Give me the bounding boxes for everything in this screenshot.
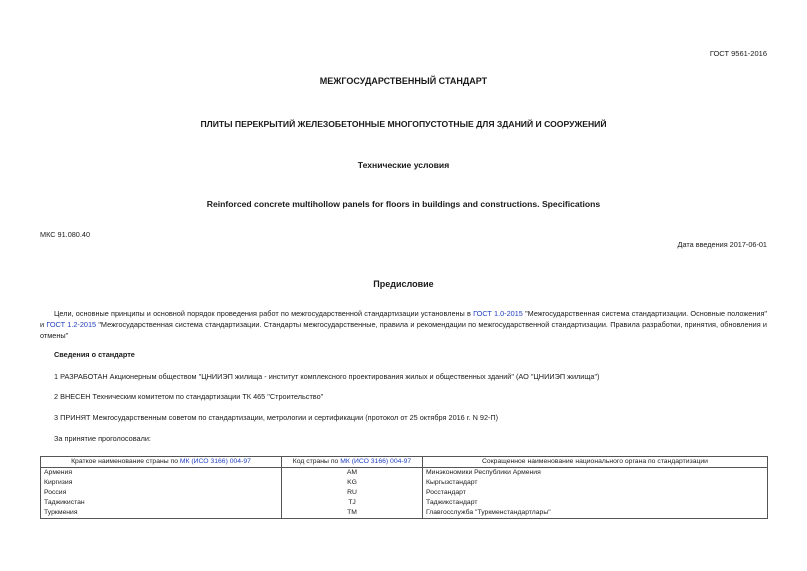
- cell-body: Таджикстандарт: [423, 498, 768, 508]
- cell-country: Киргизия: [41, 478, 282, 488]
- standard-type-heading: МЕЖГОСУДАРСТВЕННЫЙ СТАНДАРТ: [319, 76, 488, 86]
- table-header-row: [41, 457, 768, 468]
- preface-heading: Предисловие: [373, 279, 434, 289]
- document-number: ГОСТ 9561-2016: [709, 49, 767, 58]
- voting-countries-table: [40, 456, 768, 519]
- info-item-submitted: 2 ВНЕСЕН Техническим комитетом по стандартизации ТК 465 "Строительство": [54, 392, 324, 401]
- cell-country: Таджикистан: [41, 498, 282, 508]
- table-row: [41, 498, 768, 508]
- table-row: [41, 478, 768, 488]
- mks-code: МКС 91.080.40: [40, 230, 91, 239]
- cell-code: TM: [282, 508, 423, 519]
- cell-body: Главгосслужба "Туркменстандартлары": [423, 508, 768, 519]
- introduction-date: Дата введения 2017-06-01: [677, 240, 767, 249]
- cell-code: TJ: [282, 498, 423, 508]
- preface-text-part: "Межгосударственная система стандартизации. Основные положения" и: [40, 309, 767, 329]
- table-row: [41, 468, 768, 479]
- info-item-adopted: 3 ПРИНЯТ Межгосударственным советом по стандартизации, метрологии и сертификации (протокол от 25 октября 2016 г. N 92-П): [54, 413, 499, 422]
- column-header-country: [41, 457, 282, 468]
- cell-country: Армения: [41, 468, 282, 479]
- preface-text-part: "Межгосударственная система стандартизации. Стандарты межгосударственные, правила и рекомендации по межгосударственной стандартизации. Правила разработки, принятия, обновления и отмены": [40, 320, 767, 340]
- preface-text-part: Цели, основные принципы и основной порядок проведения работ по межгосударственной стандартизации установлены в: [54, 309, 474, 318]
- cell-code: RU: [282, 488, 423, 498]
- voted-label: За принятие проголосовали:: [54, 434, 151, 443]
- document-title-english: Reinforced concrete multihollow panels for floors in buildings and constructions. Specifications: [206, 199, 601, 209]
- cell-country: Туркмения: [41, 508, 282, 519]
- cell-country: Россия: [41, 488, 282, 498]
- link-gost-1-0-2015[interactable]: ГОСТ 1.0-2015: [473, 309, 523, 318]
- document-title: ПЛИТЫ ПЕРЕКРЫТИЙ ЖЕЛЕЗОБЕТОННЫЕ МНОГОПУСТОТНЫЕ ДЛЯ ЗДАНИЙ И СООРУЖЕНИЙ: [200, 119, 607, 129]
- column-header-body: Сокращенное наименование национального органа по стандартизации: [423, 457, 768, 468]
- header-text: Краткое наименование страны по: [71, 458, 180, 465]
- header-text: Код страны по: [292, 458, 341, 465]
- link-mk-iso-3166[interactable]: МК (ИСО 3166) 004-97: [179, 458, 251, 465]
- cell-body: Росстандарт: [423, 488, 768, 498]
- table-row: [41, 508, 768, 519]
- info-item-developed: 1 РАЗРАБОТАН Акционерным обществом "ЦНИИЭП жилища - институт комплексного проектирования жилых и общественных зданий" (АО "ЦНИИЭП жилища"): [54, 372, 600, 381]
- link-gost-1-2-2015[interactable]: ГОСТ 1.2-2015: [46, 320, 97, 329]
- table-row: [41, 488, 768, 498]
- link-mk-iso-3166[interactable]: МК (ИСО 3166) 004-97: [340, 458, 412, 465]
- cell-body: Минэкономики Республики Армения: [423, 468, 768, 479]
- column-header-code: [282, 457, 423, 468]
- preface-paragraph: [40, 308, 767, 341]
- cell-body: Кыргызстандарт: [423, 478, 768, 488]
- standard-info-heading: Сведения о стандарте: [54, 350, 135, 359]
- document-subtitle: Технические условия: [357, 160, 450, 170]
- cell-code: AM: [282, 468, 423, 479]
- cell-code: KG: [282, 478, 423, 488]
